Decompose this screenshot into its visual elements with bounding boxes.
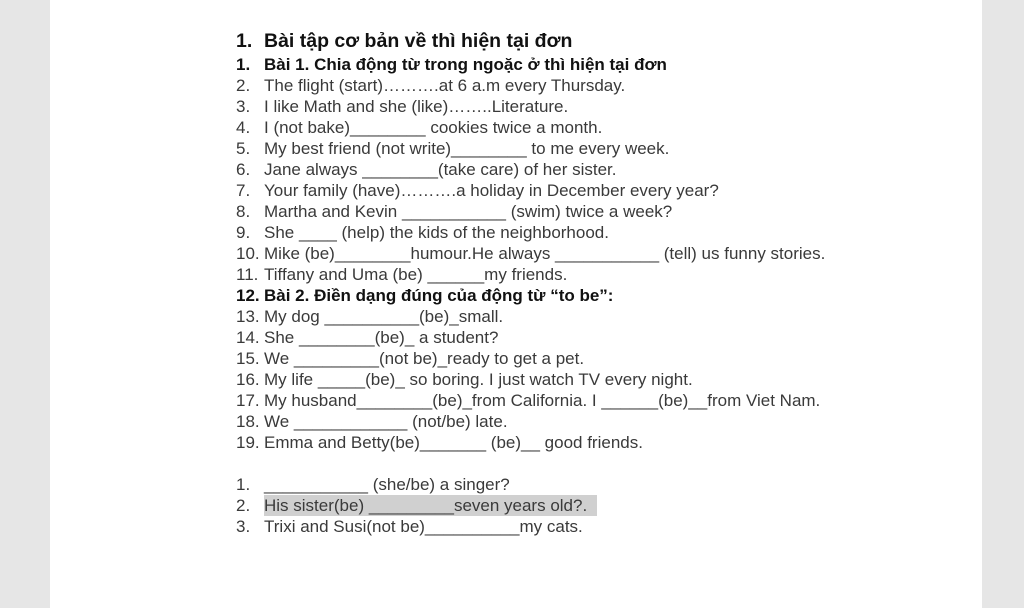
list-text: ___________ (she/be) a singer? xyxy=(264,475,510,494)
list-number: 14. xyxy=(236,328,260,347)
list-item xyxy=(236,390,936,411)
exercise-1-heading xyxy=(236,54,936,75)
list-number: 16. xyxy=(236,370,260,389)
list-item xyxy=(236,327,936,348)
list-text: We ____________ (not/be) late. xyxy=(264,412,508,431)
list-item-highlighted xyxy=(236,495,936,516)
list-item xyxy=(236,75,936,96)
list-item xyxy=(236,180,936,201)
list-text: Tiffany and Uma (be) ______my friends. xyxy=(264,265,568,284)
list-number: 4. xyxy=(236,118,251,137)
blank-line xyxy=(236,453,936,474)
list-number: 10. xyxy=(236,244,260,263)
list-number: 9. xyxy=(236,223,251,242)
list-number: 8. xyxy=(236,202,251,221)
list-item xyxy=(236,159,936,180)
document-page xyxy=(50,0,982,608)
list-text: Trixi and Susi(not be)__________my cats. xyxy=(264,517,583,536)
list-item xyxy=(236,369,936,390)
list-number: 13. xyxy=(236,307,260,326)
list-text: I like Math and she (like)……..Literature. xyxy=(264,97,569,116)
list-item xyxy=(236,306,936,327)
list-text: Bài tập cơ bản về thì hiện tại đơn xyxy=(264,30,573,52)
document-body xyxy=(236,28,936,537)
list-item xyxy=(236,96,936,117)
list-item xyxy=(236,516,936,537)
list-text: Bài 1. Chia động từ trong ngoặc ở thì hiện tại đơn xyxy=(264,55,667,74)
list-item xyxy=(236,348,936,369)
list-number: 15. xyxy=(236,349,260,368)
list-number: 12. xyxy=(236,286,260,305)
list-item xyxy=(236,201,936,222)
list-text: Your family (have)……….a holiday in December every year? xyxy=(264,181,719,200)
list-number: 17. xyxy=(236,391,260,410)
list-item xyxy=(236,243,936,264)
highlighted-text[interactable]: His sister(be) _________seven years old?. xyxy=(264,495,597,516)
list-number: 11. xyxy=(236,265,259,284)
list-number: 19. xyxy=(236,433,260,452)
list-number: 2. xyxy=(236,496,251,515)
list-number: 18. xyxy=(236,412,260,431)
list-number: 3. xyxy=(236,97,251,116)
list-text: Jane always ________(take care) of her sister. xyxy=(264,160,617,179)
list-item xyxy=(236,432,936,453)
list-text: Mike (be)________humour.He always ___________ (tell) us funny stories. xyxy=(264,244,826,263)
list-text: My life _____(be)_ so boring. I just watch TV every night. xyxy=(264,370,693,389)
list-text: My husband________(be)_from California. I ______(be)__from Viet Nam. xyxy=(264,391,821,410)
list-text: Emma and Betty(be)_______ (be)__ good friends. xyxy=(264,433,643,452)
list-number: 3. xyxy=(236,517,251,536)
list-text: I (not bake)________ cookies twice a month. xyxy=(264,118,603,137)
list-text: Martha and Kevin ___________ (swim) twice a week? xyxy=(264,202,673,221)
list-text: My dog __________(be)_small. xyxy=(264,307,504,326)
exercise-2-heading xyxy=(236,285,936,306)
list-number: 7. xyxy=(236,181,251,200)
list-text: We _________(not be)_ready to get a pet. xyxy=(264,349,585,368)
list-item xyxy=(236,264,936,285)
list-number: 6. xyxy=(236,160,251,179)
list-text: Bài 2. Điền dạng đúng của động từ “to be”: xyxy=(264,286,614,305)
list-number: 2. xyxy=(236,76,251,95)
list-text: She ____ (help) the kids of the neighborhood. xyxy=(264,223,609,242)
list-item xyxy=(236,138,936,159)
list-item xyxy=(236,222,936,243)
list-text: She ________(be)_ a student? xyxy=(264,328,499,347)
list-number: 1. xyxy=(236,475,251,494)
list-item xyxy=(236,474,936,495)
list-item xyxy=(236,117,936,138)
list-text: My best friend (not write)________ to me every week. xyxy=(264,139,670,158)
list-number: 1. xyxy=(236,55,251,74)
list-number: 1. xyxy=(236,30,253,52)
document-title xyxy=(236,28,936,54)
list-text: The flight (start)……….at 6 a.m every Thursday. xyxy=(264,76,626,95)
list-item xyxy=(236,411,936,432)
list-number: 5. xyxy=(236,139,251,158)
